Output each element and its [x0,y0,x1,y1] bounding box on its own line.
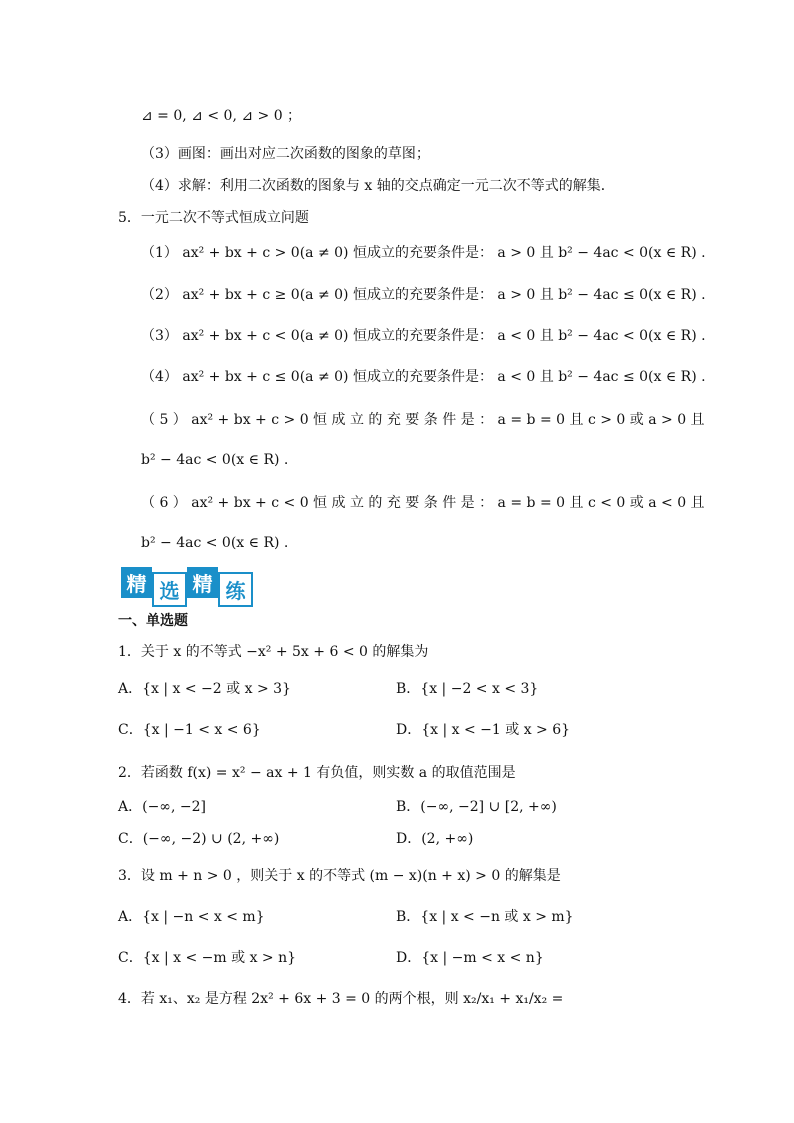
option-a: A．{x | x < −2 或 x > 3} [118,681,291,697]
badge-char-4: 练 [218,572,253,607]
condition-4: （4） ax² + bx + c ≤ 0(a ≠ 0) 恒成立的充要条件是： a < 0 且 b² − 4ac ≤ 0(x ∈ R) . [141,369,706,385]
badge-char-1: 精 [121,567,152,598]
option-b: B．{x | x < −n 或 x > m} [396,909,574,925]
condition-5-cont: b² − 4ac < 0(x ∈ R) . [141,452,289,468]
option-d: D．{x | x < −1 或 x > 6} [396,722,571,738]
condition-6-cont: b² − 4ac < 0(x ∈ R) . [141,535,289,551]
badge-char-2: 选 [152,572,187,607]
option-a: A．{x | −n < x < m} [118,909,265,925]
condition-2: （2） ax² + bx + c ≥ 0(a ≠ 0) 恒成立的充要条件是： a > 0 且 b² − 4ac ≤ 0(x ∈ R) . [141,287,706,303]
condition-5: （ 5 ） ax² + bx + c > 0 恒 成 立 的 充 要 条 件 是 ： a = b = 0 且 c > 0 或 a > 0 且 [141,412,705,428]
question-stem: 2．若函数 f(x) = x² − ax + 1 有负值，则实数 a 的取值范围是 [118,765,516,781]
step-3-draw: （3）画图：画出对应二次函数的图象的草图； [141,146,430,162]
question-stem: 3．设 m + n > 0 ，则关于 x 的不等式 (m − x)(n + x) > 0 的解集是 [118,868,561,884]
question-stem: 4．若 x₁、x₂ 是方程 2x² + 6x + 3 = 0 的两个根，则 x₂/x₁ + x₁/x₂ = [118,991,564,1007]
option-d: D．{x | −m < x < n} [396,950,544,966]
option-c: C．(−∞, −2) ∪ (2, +∞) [118,831,280,847]
condition-3: （3） ax² + bx + c < 0(a ≠ 0) 恒成立的充要条件是： a < 0 且 b² − 4ac < 0(x ∈ R) . [141,328,706,344]
condition-6: （ 6 ） ax² + bx + c < 0 恒 成 立 的 充 要 条 件 是 ： a = b = 0 且 c < 0 或 a < 0 且 [141,495,705,511]
option-a: A．(−∞, −2] [118,799,206,815]
question-stem: 1．关于 x 的不等式 −x² + 5x + 6 < 0 的解集为 [118,644,429,660]
option-d: D．(2, +∞) [396,831,474,847]
exercise-heading: 一、单选题 [118,613,188,629]
condition-1: （1） ax² + bx + c > 0(a ≠ 0) 恒成立的充要条件是： a > 0 且 b² − 4ac < 0(x ∈ R) . [141,245,706,261]
step-4-solve: （4）求解：利用二次函数的图象与 x 轴的交点确定一元二次不等式的解集． [141,178,615,194]
option-b: B．{x | −2 < x < 3} [396,681,539,697]
option-c: C．{x | x < −m 或 x > n} [118,950,297,966]
badge-char-3: 精 [187,567,218,598]
option-c: C．{x | −1 < x < 6} [118,722,261,738]
option-b: B．(−∞, −2] ∪ [2, +∞) [396,799,557,815]
section-5-title: 5．一元二次不等式恒成立问题 [118,210,309,226]
discriminant-cases: ⊿ = 0, ⊿ < 0, ⊿ > 0 ； [141,108,302,124]
practice-badge [121,567,253,603]
